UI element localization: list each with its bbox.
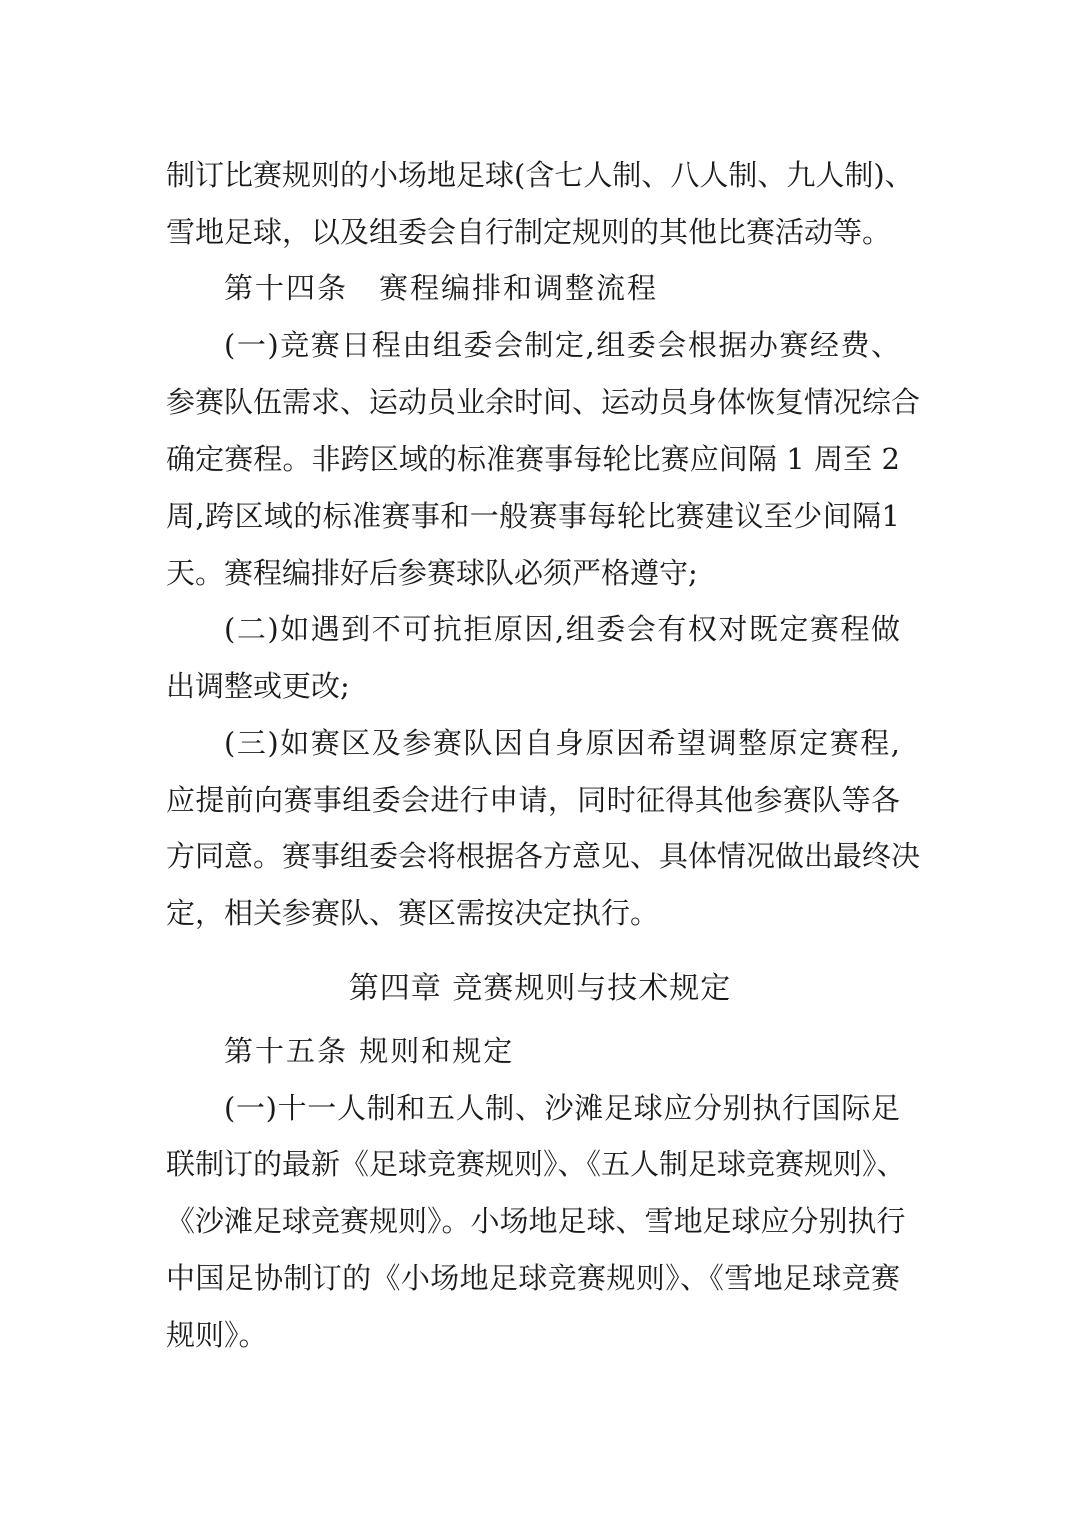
paragraph-line: 规则》。 — [166, 1318, 268, 1352]
chapter-4-heading: 第四章 竞赛规则与技术规定 — [348, 971, 732, 1006]
paragraph-line: 方同意。赛事组委会将根据各方意见、具体情况做出最终决 — [166, 839, 921, 873]
paragraph-line: 雪地足球，以及组委会自行制定规则的其他比赛活动等。 — [166, 215, 892, 249]
article-15-heading: 第十五条 规则和规定 — [224, 1034, 515, 1068]
paragraph-line: 应提前向赛事组委会进行申请，同时征得其他参赛队等各 — [166, 783, 900, 817]
article-14-heading: 第十四条 赛程编排和调整流程 — [224, 271, 659, 305]
paragraph-line: 定，相关参赛队、赛区需按决定执行。 — [166, 896, 660, 930]
paragraph-line: 确定赛程。非跨区域的标准赛事每轮比赛应间隔 1 周至 2 — [166, 442, 900, 476]
paragraph-line: 参赛队伍需求、运动员业余时间、运动员身体恢复情况综合 — [166, 385, 921, 419]
paragraph-line: (二)如遇到不可抗拒原因,组委会有权对既定赛程做 — [224, 612, 900, 646]
paragraph-line: 联制订的最新《足球竞赛规则》、《五人制足球竞赛规则》、 — [166, 1147, 906, 1181]
paragraph-line: 制订比赛规则的小场地足球(含七人制、八人制、九人制)、 — [166, 158, 914, 192]
paragraph-line: 《沙滩足球竞赛规则》。小场地足球、雪地足球应分别执行 — [166, 1204, 906, 1238]
paragraph-line: 中国足协制订的《小场地足球竞赛规则》、《雪地足球竞赛 — [166, 1261, 900, 1295]
paragraph-line: 周,跨区域的标准赛事和一般赛事每轮比赛建议至少间隔1 — [166, 499, 900, 533]
paragraph-line: 出调整或更改; — [166, 669, 350, 703]
paragraph-line: 天。赛程编排好后参赛球队必须严格遵守; — [166, 556, 698, 590]
paragraph-line: (三)如赛区及参赛队因自身原因希望调整原定赛程, — [224, 726, 900, 760]
paragraph-line: (一)十一人制和五人制、沙滩足球应分别执行国际足 — [224, 1091, 900, 1125]
paragraph-line: (一)竞赛日程由组委会制定,组委会根据办赛经费、 — [224, 328, 900, 362]
